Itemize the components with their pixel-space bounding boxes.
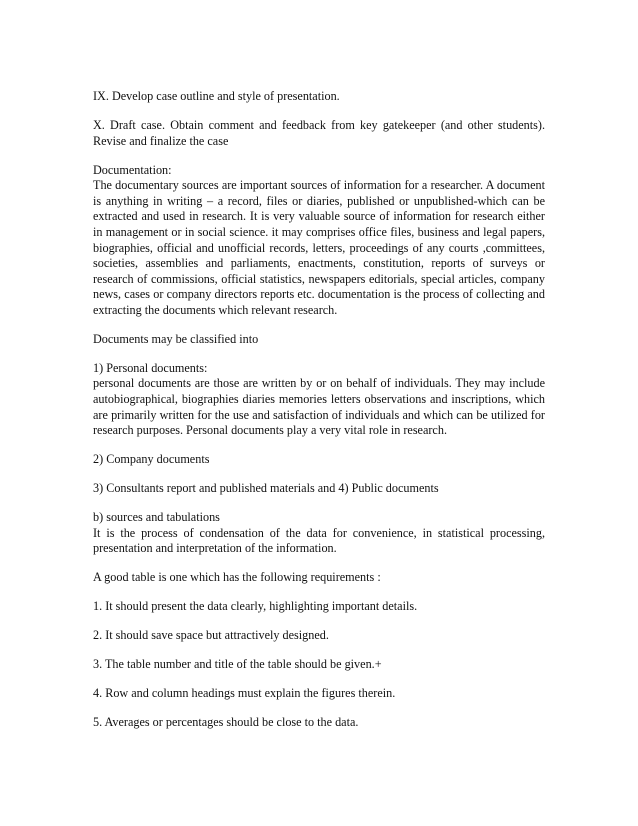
documentation-heading: Documentation:	[93, 162, 172, 177]
sources-tabulations-body: It is the process of condensation of the data for convenience, in statistical processing, presentation and interpretation of the information.	[93, 525, 545, 556]
documentation-body: The documentary sources are important sources of information for a researcher. A document is anything in writing – a record, files or diaries, published or unpublished-which can be extracted and used in research. It is very valuable source of information for research either in management or in social science. it may comprises office files, business and legal papers, biographies, official and unofficial records, letters, proceedings of any courts ,committees, societies, assemblies and parliaments, enactments, constitution, reports of surveys or research of commissions, official statistics, newspapers editorials, special articles, company news, cases or company directors reports etc. documentation is the process of collecting and extracting the documents which relevant research.	[93, 178, 545, 317]
good-table-intro: A good table is one which has the following requirements :	[93, 570, 381, 585]
requirement-item: 1. It should present the data clearly, highlighting important details.	[93, 599, 418, 614]
step-x: X. Draft case. Obtain comment and feedback from key gatekeeper (and other students). Revise and finalize the case	[93, 117, 545, 148]
sources-tabulations-heading: b) sources and tabulations	[93, 510, 220, 525]
requirement-item: 5. Averages or percentages should be close to the data.	[93, 715, 359, 730]
classified-intro: Documents may be classified into	[93, 331, 259, 346]
requirement-item: 2. It should save space but attractively designed.	[93, 628, 329, 643]
consultants-public-documents: 3) Consultants report and published materials and 4) Public documents	[93, 481, 439, 496]
step-ix: IX. Develop case outline and style of presentation.	[93, 89, 340, 103]
requirement-item: 4. Row and column headings must explain the figures therein.	[93, 686, 396, 701]
company-documents: 2) Company documents	[93, 452, 210, 467]
personal-documents-heading: 1) Personal documents:	[93, 360, 208, 375]
document-page	[93, 89, 545, 731]
personal-documents-body: personal documents are those are written by or on behalf of individuals. They may include autobiographical, biographies diaries memories letters observations and inscriptions, which are primarily written for the use and satisfaction of individuals and which can be utilized for research purposes. Personal documents play a very vital role in research.	[93, 376, 545, 438]
requirement-item: 3. The table number and title of the table should be given.+	[93, 657, 382, 672]
documentation-section	[93, 163, 545, 319]
personal-documents-section	[93, 361, 545, 439]
sources-tabulations-section	[93, 510, 545, 557]
